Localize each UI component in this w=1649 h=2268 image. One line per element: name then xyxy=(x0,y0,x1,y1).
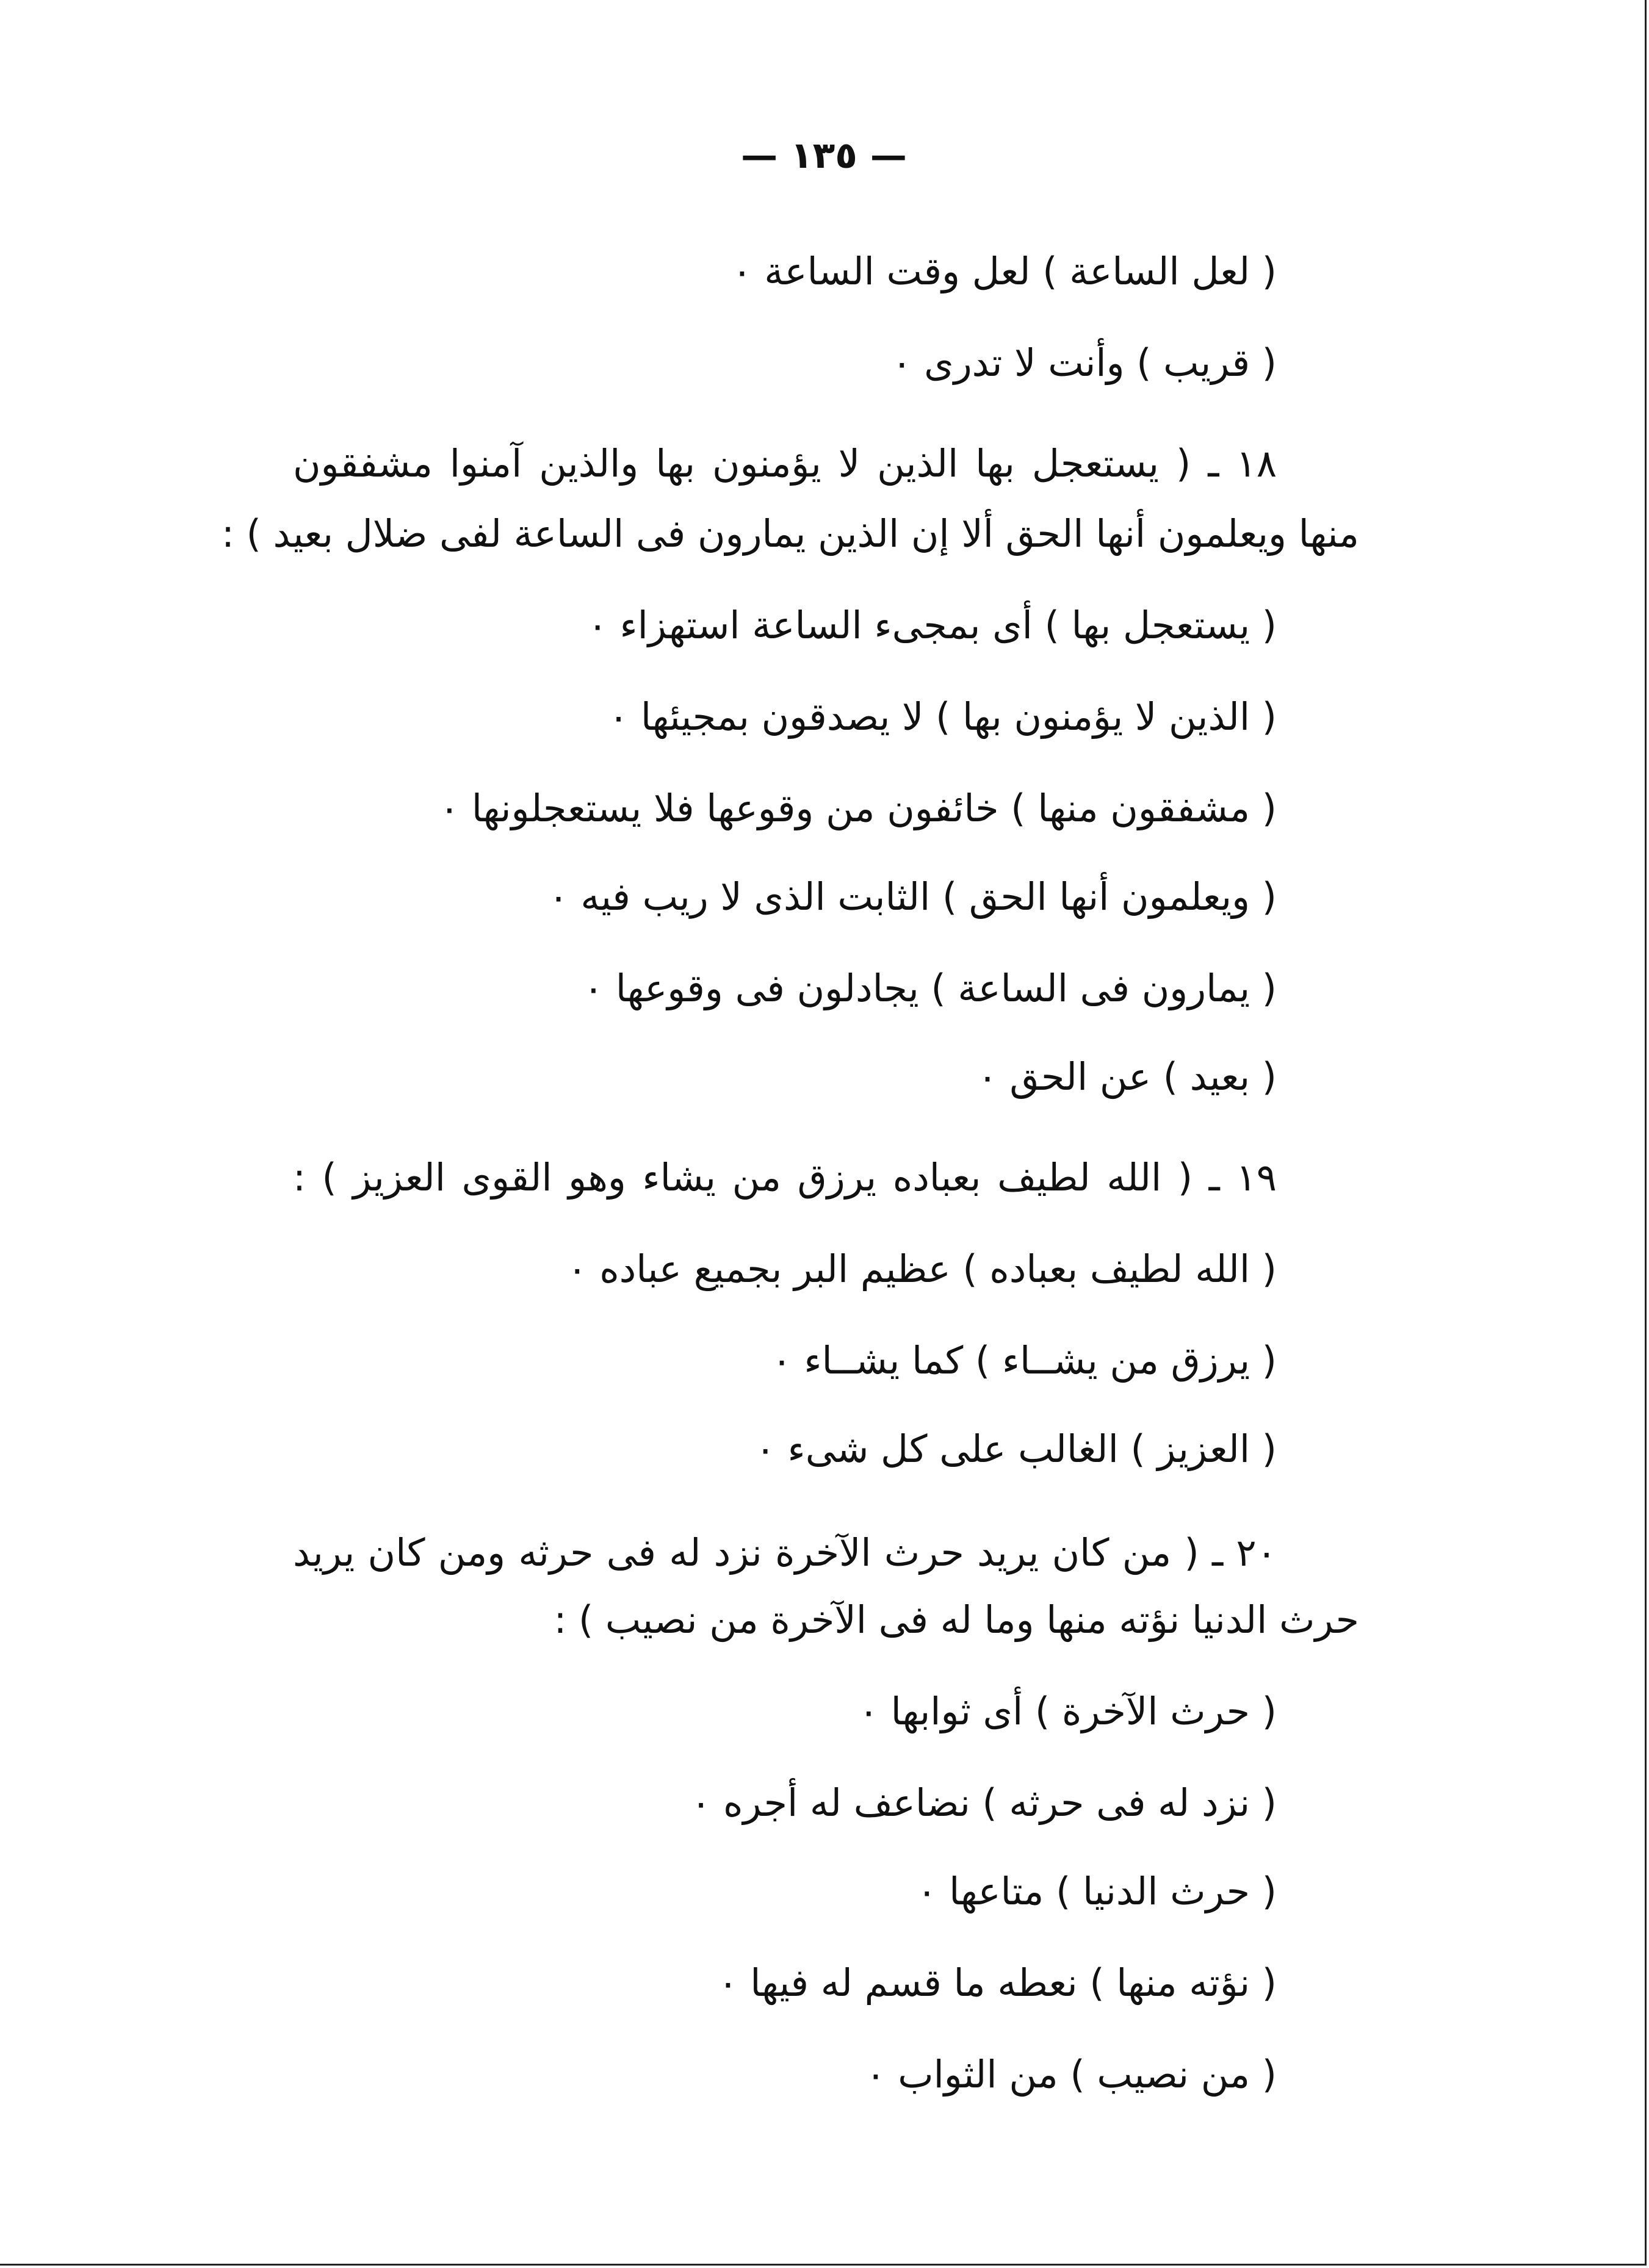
verse-18-line-1: ١٨ ـ ( يستعجل بها الذين لا يؤمنون بها والذين آمنوا مشفقون xyxy=(293,441,1277,486)
gloss-line: ( يستعجل بها ) أى بمجىء الساعة استهزاء ٠ xyxy=(587,603,1277,647)
gloss-line: ( يمارون فى الساعة ) يجادلون فى وقوعها ٠ xyxy=(583,966,1277,1010)
verse-19-line-1: ١٩ ـ ( الله لطيف بعباده يرزق من يشاء وهو القوى العزيز ) : xyxy=(293,1155,1277,1200)
gloss-line: ( ويعلمون أنها الحق ) الثابت الذى لا ريب فيه ٠ xyxy=(548,874,1277,919)
gloss-line: ( مشفقون منها ) خائفون من وقوعها فلا يستعجلونها ٠ xyxy=(439,786,1277,830)
verse-18-line-2: منها ويعلمون أنها الحق ألا إن الذين يمارون فى الساعة لفى ضلال بعيد ) : xyxy=(222,511,1359,556)
gloss-line: ( حرث الدنيا ) متاعها ٠ xyxy=(917,1869,1277,1913)
gloss-line: ( الذين لا يؤمنون بها ) لا يصدقون بمجيئها ٠ xyxy=(608,694,1277,739)
gloss-line: ( بعيد ) عن الحق ٠ xyxy=(977,1054,1277,1099)
gloss-line: ( نزد له فى حرثه ) نضاعف له أجره ٠ xyxy=(690,1780,1277,1825)
page-number: — ١٣٥ — xyxy=(741,134,907,177)
gloss-line: ( قريب ) وأنت لا تدرى ٠ xyxy=(892,340,1277,385)
gloss-line: ( حرث الآخرة ) أى ثوابها ٠ xyxy=(858,1689,1277,1733)
gloss-line: ( يرزق من يشــاء ) كما يشــاء ٠ xyxy=(771,1338,1277,1383)
gloss-line: ( الله لطيف بعباده ) عظيم البر بجميع عباده ٠ xyxy=(567,1247,1277,1291)
gloss-line: ( العزيز ) الغالب على كل شىء ٠ xyxy=(755,1427,1277,1471)
gloss-line: ( من نصيب ) من الثواب ٠ xyxy=(865,2052,1277,2097)
verse-20-line-1: ٢٠ ـ ( من كان يريد حرث الآخرة نزد له فى حرثه ومن كان يريد xyxy=(293,1530,1277,1575)
verse-20-line-2: حرث الدنيا نؤته منها وما له فى الآخرة من نصيب ) : xyxy=(554,1597,1359,1642)
gloss-line: ( نؤته منها ) نعطه ما قسم له فيها ٠ xyxy=(718,1960,1277,2005)
gloss-line: ( لعل الساعة ) لعل وقت الساعة ٠ xyxy=(732,249,1277,293)
